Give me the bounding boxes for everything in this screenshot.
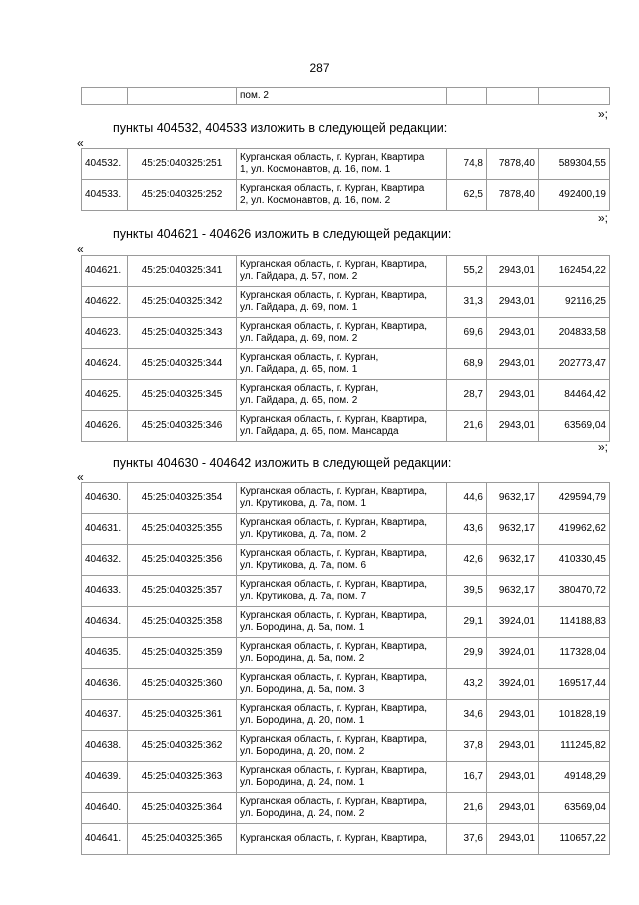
cost: 410330,45 xyxy=(539,545,610,576)
address xyxy=(237,349,447,380)
address-line: Курганская область, г. Курган, Квартира, xyxy=(240,290,428,301)
address-line: Курганская область, г. Курган, Квартира, xyxy=(240,321,428,332)
cadastral-number: 45:25:040325:344 xyxy=(128,349,237,380)
cost: 101828,19 xyxy=(539,700,610,731)
opening-quote: « xyxy=(77,470,84,484)
area: 42,6 xyxy=(447,545,487,576)
cadastral-number: 45:25:040325:363 xyxy=(128,762,237,793)
cadastral-number: 45:25:040325:357 xyxy=(128,576,237,607)
address-line: Курганская область, г. Курган, xyxy=(240,383,379,394)
table-row xyxy=(82,545,610,576)
area: 37,8 xyxy=(447,731,487,762)
address xyxy=(237,256,447,287)
item-number: 404624. xyxy=(82,349,128,380)
area: 55,2 xyxy=(447,256,487,287)
item-number xyxy=(82,88,128,105)
cost: 114188,83 xyxy=(539,607,610,638)
cost: 169517,44 xyxy=(539,669,610,700)
unit-price: 9632,17 xyxy=(487,545,539,576)
cadastral-number: 45:25:040325:358 xyxy=(128,607,237,638)
address-line: Курганская область, г. Курган, Квартира, xyxy=(240,414,428,425)
area: 69,6 xyxy=(447,318,487,349)
item-number: 404637. xyxy=(82,700,128,731)
address-line: ул. Гайдара, д. 65, пом. 2 xyxy=(240,395,358,406)
address-line: 1, ул. Космонавтов, д. 16, пом. 1 xyxy=(240,164,391,175)
address-line: ул. Бородина, д. 24, пом. 2 xyxy=(240,808,365,819)
unit-price: 3924,01 xyxy=(487,638,539,669)
item-number: 404638. xyxy=(82,731,128,762)
table-row xyxy=(82,669,610,700)
address-line: Курганская область, г. Курган, Квартира xyxy=(240,152,425,163)
item-number: 404625. xyxy=(82,380,128,411)
cost: 110657,22 xyxy=(539,824,610,855)
address-line: ул. Крутикова, д. 7а, пом. 6 xyxy=(240,560,367,571)
unit-price: 7878,40 xyxy=(487,149,539,180)
table-row xyxy=(82,318,610,349)
address-line: пом. 2 xyxy=(240,90,269,101)
registry-table xyxy=(81,255,610,442)
cost: 49148,29 xyxy=(539,762,610,793)
area: 34,6 xyxy=(447,700,487,731)
cost: 117328,04 xyxy=(539,638,610,669)
cost: 92116,25 xyxy=(539,287,610,318)
table-row xyxy=(82,180,610,211)
area: 21,6 xyxy=(447,793,487,824)
address-line: Курганская область, г. Курган, Квартира, xyxy=(240,833,428,844)
item-number: 404639. xyxy=(82,762,128,793)
address-line: ул. Бородина, д. 24, пом. 1 xyxy=(240,777,365,788)
address-line: Курганская область, г. Курган, Квартира, xyxy=(240,672,428,683)
unit-price: 2943,01 xyxy=(487,256,539,287)
address xyxy=(237,762,447,793)
item-number: 404632. xyxy=(82,545,128,576)
table-row xyxy=(82,349,610,380)
page-number: 287 xyxy=(309,61,330,75)
item-number: 404636. xyxy=(82,669,128,700)
cadastral-number: 45:25:040325:360 xyxy=(128,669,237,700)
area: 68,9 xyxy=(447,349,487,380)
address-line: ул. Гайдара, д. 57, пом. 2 xyxy=(240,271,358,282)
cadastral-number: 45:25:040325:343 xyxy=(128,318,237,349)
cost: 84464,42 xyxy=(539,380,610,411)
cost: 492400,19 xyxy=(539,180,610,211)
address-line: Курганская область, г. Курган, Квартира, xyxy=(240,641,428,652)
unit-price: 2943,01 xyxy=(487,411,539,442)
cost: 63569,04 xyxy=(539,411,610,442)
cadastral-number: 45:25:040325:364 xyxy=(128,793,237,824)
item-number: 404640. xyxy=(82,793,128,824)
address-line: ул. Крутикова, д. 7а, пом. 7 xyxy=(240,591,367,602)
item-number: 404623. xyxy=(82,318,128,349)
address xyxy=(237,514,447,545)
table-row xyxy=(82,514,610,545)
area: 31,3 xyxy=(447,287,487,318)
item-number: 404533. xyxy=(82,180,128,211)
area: 29,9 xyxy=(447,638,487,669)
address xyxy=(237,318,447,349)
item-number: 404532. xyxy=(82,149,128,180)
table-row xyxy=(82,824,610,855)
address-line: ул. Бородина, д. 5а, пом. 3 xyxy=(240,684,365,695)
cost xyxy=(539,88,610,105)
address-line: Курганская область, г. Курган, Квартира, xyxy=(240,548,428,559)
address-line: Курганская область, г. Курган, Квартира xyxy=(240,183,425,194)
address xyxy=(237,824,447,855)
cadastral-number: 45:25:040325:356 xyxy=(128,545,237,576)
cost: 589304,55 xyxy=(539,149,610,180)
cadastral-number: 45:25:040325:359 xyxy=(128,638,237,669)
area: 28,7 xyxy=(447,380,487,411)
closing-quote: »; xyxy=(597,107,608,121)
address xyxy=(237,638,447,669)
table-row xyxy=(82,700,610,731)
unit-price: 2943,01 xyxy=(487,793,539,824)
table-row xyxy=(82,638,610,669)
area: 16,7 xyxy=(447,762,487,793)
unit-price: 9632,17 xyxy=(487,483,539,514)
item-number: 404634. xyxy=(82,607,128,638)
area: 62,5 xyxy=(447,180,487,211)
cost: 202773,47 xyxy=(539,349,610,380)
closing-quote: »; xyxy=(597,211,608,225)
cadastral-number: 45:25:040325:251 xyxy=(128,149,237,180)
table-row xyxy=(82,731,610,762)
unit-price: 9632,17 xyxy=(487,514,539,545)
address-line: ул. Гайдара, д. 69, пом. 2 xyxy=(240,333,358,344)
address-line: Курганская область, г. Курган, Квартира, xyxy=(240,765,428,776)
table-row xyxy=(82,762,610,793)
opening-quote: « xyxy=(77,136,84,150)
unit-price xyxy=(487,88,539,105)
address xyxy=(237,149,447,180)
area: 37,6 xyxy=(447,824,487,855)
cadastral-number: 45:25:040325:354 xyxy=(128,483,237,514)
cadastral-number xyxy=(128,88,237,105)
address xyxy=(237,607,447,638)
cost: 111245,82 xyxy=(539,731,610,762)
registry-table-fragment xyxy=(81,87,610,105)
address-line: Курганская область, г. Курган, xyxy=(240,352,379,363)
area xyxy=(447,88,487,105)
area: 43,2 xyxy=(447,669,487,700)
item-number: 404626. xyxy=(82,411,128,442)
item-number: 404641. xyxy=(82,824,128,855)
address-line: Курганская область, г. Курган, Квартира, xyxy=(240,734,428,745)
unit-price: 2943,01 xyxy=(487,287,539,318)
area: 43,6 xyxy=(447,514,487,545)
unit-price: 3924,01 xyxy=(487,669,539,700)
table-row xyxy=(82,411,610,442)
area: 44,6 xyxy=(447,483,487,514)
unit-price: 3924,01 xyxy=(487,607,539,638)
table-row xyxy=(82,256,610,287)
table-row xyxy=(82,607,610,638)
section-instruction: пункты 404532, 404533 изложить в следующей редакции: xyxy=(113,121,448,135)
cadastral-number: 45:25:040325:252 xyxy=(128,180,237,211)
item-number: 404633. xyxy=(82,576,128,607)
table-row xyxy=(82,793,610,824)
address xyxy=(237,731,447,762)
address-line: Курганская область, г. Курган, Квартира, xyxy=(240,796,428,807)
address xyxy=(237,793,447,824)
unit-price: 2943,01 xyxy=(487,762,539,793)
address-line: ул. Крутикова, д. 7а, пом. 1 xyxy=(240,498,367,509)
table-row xyxy=(82,483,610,514)
registry-table xyxy=(81,482,610,855)
unit-price: 2943,01 xyxy=(487,731,539,762)
area: 29,1 xyxy=(447,607,487,638)
cost: 429594,79 xyxy=(539,483,610,514)
unit-price: 2943,01 xyxy=(487,318,539,349)
address xyxy=(237,411,447,442)
address xyxy=(237,545,447,576)
table-row xyxy=(82,88,610,105)
registry-table xyxy=(81,148,610,211)
address xyxy=(237,669,447,700)
address-line: Курганская область, г. Курган, Квартира, xyxy=(240,259,428,270)
table-row xyxy=(82,576,610,607)
cost: 204833,58 xyxy=(539,318,610,349)
opening-quote: « xyxy=(77,242,84,256)
address-line: Курганская область, г. Курган, Квартира, xyxy=(240,517,428,528)
table-row xyxy=(82,149,610,180)
cost: 419962,62 xyxy=(539,514,610,545)
unit-price: 2943,01 xyxy=(487,824,539,855)
cadastral-number: 45:25:040325:345 xyxy=(128,380,237,411)
cadastral-number: 45:25:040325:341 xyxy=(128,256,237,287)
item-number: 404621. xyxy=(82,256,128,287)
cadastral-number: 45:25:040325:362 xyxy=(128,731,237,762)
unit-price: 2943,01 xyxy=(487,380,539,411)
address xyxy=(237,88,447,105)
unit-price: 2943,01 xyxy=(487,700,539,731)
address-line: Курганская область, г. Курган, Квартира, xyxy=(240,579,428,590)
address xyxy=(237,700,447,731)
address-line: ул. Бородина, д. 20, пом. 2 xyxy=(240,746,365,757)
section-instruction: пункты 404630 - 404642 изложить в следующей редакции: xyxy=(113,456,452,470)
closing-quote: »; xyxy=(597,440,608,454)
address-line: Курганская область, г. Курган, Квартира, xyxy=(240,610,428,621)
unit-price: 7878,40 xyxy=(487,180,539,211)
address-line: ул. Крутикова, д. 7а, пом. 2 xyxy=(240,529,367,540)
area: 39,5 xyxy=(447,576,487,607)
address-line: ул. Гайдара, д. 69, пом. 1 xyxy=(240,302,358,313)
address-line: ул. Бородина, д. 5а, пом. 2 xyxy=(240,653,365,664)
area: 21,6 xyxy=(447,411,487,442)
cadastral-number: 45:25:040325:346 xyxy=(128,411,237,442)
address-line: ул. Бородина, д. 20, пом. 1 xyxy=(240,715,365,726)
area: 74,8 xyxy=(447,149,487,180)
item-number: 404631. xyxy=(82,514,128,545)
cadastral-number: 45:25:040325:365 xyxy=(128,824,237,855)
address-line: ул. Гайдара, д. 65, пом. Мансарда xyxy=(240,426,399,437)
address-line: 2, ул. Космонавтов, д. 16, пом. 2 xyxy=(240,195,391,206)
address xyxy=(237,180,447,211)
item-number: 404630. xyxy=(82,483,128,514)
cost: 63569,04 xyxy=(539,793,610,824)
cost: 380470,72 xyxy=(539,576,610,607)
item-number: 404622. xyxy=(82,287,128,318)
unit-price: 9632,17 xyxy=(487,576,539,607)
table-row xyxy=(82,380,610,411)
address-line: ул. Бородина, д. 5а, пом. 1 xyxy=(240,622,365,633)
address-line: ул. Гайдара, д. 65, пом. 1 xyxy=(240,364,358,375)
cadastral-number: 45:25:040325:355 xyxy=(128,514,237,545)
cost: 162454,22 xyxy=(539,256,610,287)
address-line: Курганская область, г. Курган, Квартира, xyxy=(240,703,428,714)
address xyxy=(237,576,447,607)
unit-price: 2943,01 xyxy=(487,349,539,380)
address xyxy=(237,287,447,318)
item-number: 404635. xyxy=(82,638,128,669)
address xyxy=(237,483,447,514)
cadastral-number: 45:25:040325:342 xyxy=(128,287,237,318)
cadastral-number: 45:25:040325:361 xyxy=(128,700,237,731)
section-instruction: пункты 404621 - 404626 изложить в следующей редакции: xyxy=(113,227,452,241)
table-row xyxy=(82,287,610,318)
address xyxy=(237,380,447,411)
address-line: Курганская область, г. Курган, Квартира, xyxy=(240,486,428,497)
